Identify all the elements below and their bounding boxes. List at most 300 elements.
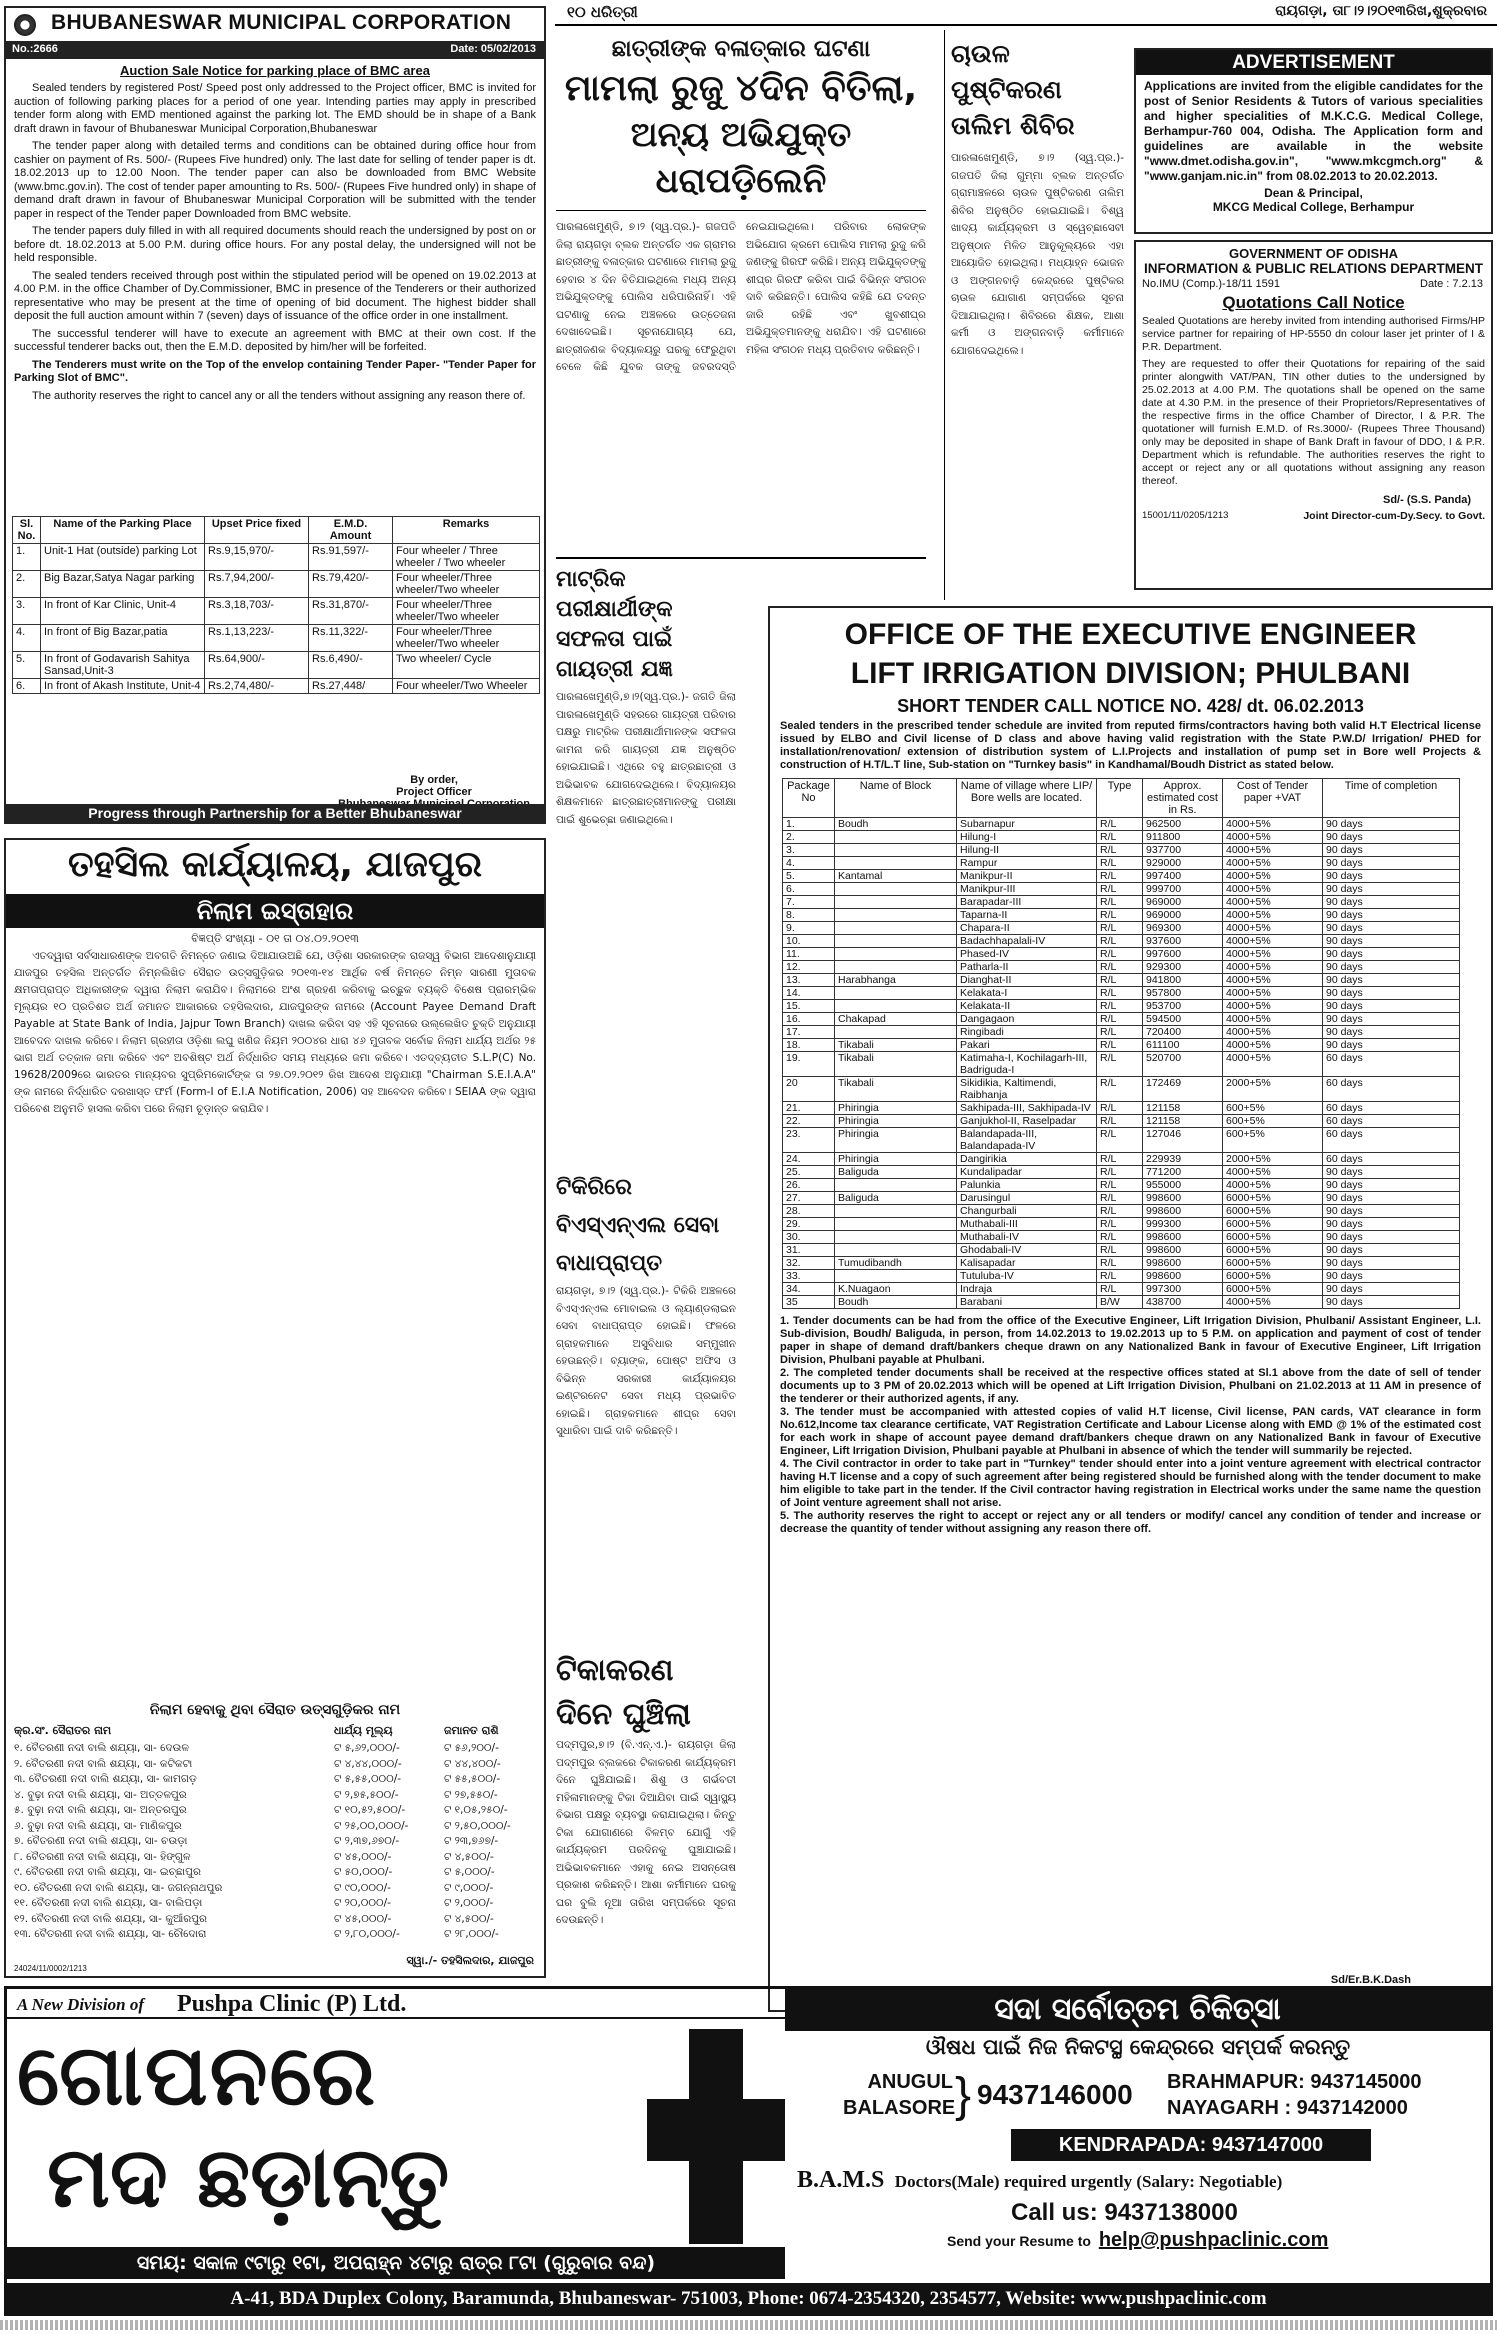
clinic-timing: ସମୟ: ସକାଳ ୯ଟାରୁ ୧ଟା, ଅପରାହ୍ନ ୪ଟାରୁ ରାତ୍ର ୮ଟା (ଗୁରୁବାର ବନ୍ଦ) [7, 2247, 785, 2279]
clinic-call-us: Call us: 9437138000 [1011, 2199, 1238, 2226]
bmc-logo-icon [14, 14, 36, 36]
tahasil-list-cell: ଟ ୯୦,୦୦୦/- [334, 1881, 391, 1894]
ee-table-cell: 34. [783, 1283, 835, 1296]
ee-table-cell: 4000+5% [1223, 1039, 1323, 1052]
news4-headline: ଟିକାକରଣ ଦିନେ ଘୁଞ୍ଚିଲା [556, 1653, 691, 1732]
brace-icon: } [955, 2069, 972, 2122]
ee-table-cell: Sikidikia, Kaltimendi, Raibhanja [957, 1077, 1097, 1102]
ee-table-cell: 90 days [1323, 1205, 1460, 1218]
ee-table-cell [835, 1026, 957, 1039]
ee-table-cell: 4000+5% [1223, 1296, 1323, 1309]
bmc-table-cell: 3. [13, 598, 41, 625]
ee-table-cell: 600+5% [1223, 1128, 1323, 1153]
tahasil-list-cell: ଟ ୫,୫୫,୦୦୦/- [334, 1773, 402, 1785]
ee-table-cell: R/L [1097, 857, 1143, 870]
ee-table-row [783, 1115, 1460, 1128]
tahasil-subtitle: ନିଲାମ ଇସ୍ତାହାର [6, 894, 544, 928]
bmc-table-cell: Four wheeler/Three wheeler/Two wheeler [393, 571, 540, 598]
bmc-sign-1: By order, [410, 774, 458, 786]
bmc-table-row [13, 679, 540, 694]
tahasil-head-emd: ଜମାନତ ରାଶି [444, 1724, 499, 1737]
ee-table-cell: 600+5% [1223, 1102, 1323, 1115]
ee-table-cell: Hilung-II [957, 844, 1097, 857]
ee-table-cell: R/L [1097, 1166, 1143, 1179]
bmc-sign-2: Project Officer [396, 786, 472, 798]
tahasil-list-item [14, 1804, 536, 1820]
tahasil-list-cell: ଟ ୫୫,୫୦୦/- [444, 1773, 501, 1785]
clinic-phone-brahmapur: BRAHMAPUR: 9437145000 [1167, 2071, 1422, 2093]
bmc-table-cell: Rs.91,597/- [309, 544, 393, 571]
ee-table-cell: 998600 [1143, 1205, 1223, 1218]
bmc-para-7: The authority reserves the right to cancel any or all the tenders without assigning any reason there of. [32, 389, 526, 402]
ee-table-cell: Ringibadi [957, 1026, 1097, 1039]
clinic-city-balasore: BALASORE [843, 2097, 956, 2119]
ee-table-cell: 30. [783, 1231, 835, 1244]
ee-table-row [783, 1026, 1460, 1039]
ee-table-cell: 4000+5% [1223, 1013, 1323, 1026]
ee-table-cell: 594500 [1143, 1013, 1223, 1026]
ee-table-cell: R/L [1097, 1218, 1143, 1231]
news2-headline: ମାଟ୍ରିକ ପରୀକ୍ଷାର୍ଥୀଙ୍କ ସଫଳତା ପାଇଁ ଗାୟତ୍ରୀ ଯଜ୍ଞ [556, 567, 673, 682]
ee-table-cell: 90 days [1323, 948, 1460, 961]
ee-table-cell: Phiringia [835, 1128, 957, 1153]
ee-table-cell: 90 days [1323, 1000, 1460, 1013]
tahasil-code: 24024/11/0002/1213 [14, 1964, 87, 1973]
ee-table-cell [835, 896, 957, 909]
medical-cross-icon [647, 2029, 785, 2244]
ee-title-1: OFFICE OF THE EXECUTIVE ENGINEER [844, 618, 1417, 651]
bmc-table-cell: 4. [13, 625, 41, 652]
tahasil-list-cell: ଟ ୫୦,୦୦୦/- [334, 1866, 393, 1878]
clinic-bams: B.A.M.S [797, 2167, 885, 2193]
ee-table-cell: 4000+5% [1223, 909, 1323, 922]
bmc-table-row [13, 571, 540, 598]
tahasil-list-cell: ୧୨. ବୈତରଣୀ ନଦୀ ବାଲି ଶଯ୍ୟା, ସା- କୁଆଁରପୁର [14, 1912, 208, 1925]
ee-table-cell [835, 909, 957, 922]
ee-table-cell: R/L [1097, 1270, 1143, 1283]
ee-title-2: LIFT IRRIGATION DIVISION; PHULBANI [850, 657, 1411, 690]
ee-table-cell: Phiringia [835, 1115, 957, 1128]
ee-table-cell: R/L [1097, 1052, 1143, 1077]
ee-table-cell: 911800 [1143, 831, 1223, 844]
ee-table-cell: Manikpur-II [957, 870, 1097, 883]
ee-table-row [783, 922, 1460, 935]
ee-table-row [783, 909, 1460, 922]
tahasil-list-cell: ୬. ବୁଢ଼ା ନଦୀ ବାଲି ଶଯ୍ୟା, ସା- ମାଣିକପୁର [14, 1819, 182, 1832]
mkcg-title: ADVERTISEMENT [1136, 50, 1491, 75]
ee-table-row [783, 1257, 1460, 1270]
tahasil-list-item [14, 1928, 536, 1944]
ee-table-cell: 998600 [1143, 1244, 1223, 1257]
ipr-para-2: They are requested to offer their Quotations for repairing of the said printer alongwith VAT/PAN, TIN other duties to the undersigned by 25.02.2013 at 4.00 P.M. The quotations shall be opened on the same date at 4.30 P.M. in the presence of their Proprietors/Representatives of the respective firms in the office Chamber of Director, I & P.R. The quotationer will furnish E.M.D. of Rs.3000/- (Rupees Three Thousand) only may be deposited in shape of Bank Draft in favour of DDO, I & P.R. Department which is refundable. The authorities reserves the right to accept or reject any or all quotations without assigning any reason thereof. [1142, 358, 1485, 487]
tahasil-list-item [14, 1913, 536, 1929]
page-number: ୧୦ ଧରିତ୍ରୀ [567, 3, 638, 21]
ipr-para-1: Sealed Quotations are hereby invited from intending authorised Firms/HP service partner for repairing of HP-5550 dn colour laser jet printer of I & P.R. Department. [1142, 315, 1485, 353]
bmc-table-row [13, 598, 540, 625]
ee-table-cell: 33. [783, 1270, 835, 1283]
ee-table-cell: Tikabali [835, 1052, 957, 1077]
ee-table-cell: Darusingul [957, 1192, 1097, 1205]
ee-table-cell: 21. [783, 1102, 835, 1115]
ee-table-cell: Kundalipadar [957, 1166, 1097, 1179]
ee-table-cell: 6000+5% [1223, 1244, 1323, 1257]
ee-table-cell: 998600 [1143, 1257, 1223, 1270]
ee-table-cell: R/L [1097, 831, 1143, 844]
dateline: ରାୟଗଡ଼ା, ତା୮।୨।୨୦୧୩ରିଖ,ଶୁକ୍ରବାର [1275, 3, 1487, 19]
ipr-code: 15001/11/0205/1213 [1142, 510, 1229, 521]
ee-col-type: Type [1097, 779, 1143, 818]
ee-table-cell: 4000+5% [1223, 987, 1323, 1000]
ee-table-row [783, 1192, 1460, 1205]
tahasil-list-cell: ଟ ୧୦,୫୨,୫୦୦/- [334, 1804, 406, 1816]
ee-table-cell: 90 days [1323, 1296, 1460, 1309]
ee-table-cell: 999700 [1143, 883, 1223, 896]
ee-table-cell: Barabani [957, 1296, 1097, 1309]
ee-table-cell: R/L [1097, 1179, 1143, 1192]
mkcg-sign-2: MKCG Medical College, Berhampur [1212, 200, 1415, 214]
ee-table-cell: 90 days [1323, 961, 1460, 974]
ee-table-row [783, 1039, 1460, 1052]
ee-table-cell: 937600 [1143, 935, 1223, 948]
ee-table-cell: Phiringia [835, 1153, 957, 1166]
bmc-col-sl: Sl. No. [13, 517, 41, 544]
ee-table-cell: 90 days [1323, 1166, 1460, 1179]
tahasil-list-cell: ଟ ୨,୭୫,୫୦୦/- [334, 1788, 399, 1801]
ee-table-cell: R/L [1097, 1231, 1143, 1244]
news3-body: ରାୟଗଡ଼ା, ୭।୨ (ସ୍ୱ.ପ୍ର.)- ଟିକିରି ଅଞ୍ଚଳରେ ବିଏସ୍‌ଏନ୍‌ଏଲ ମୋବାଇଲ ଓ ଲ୍ୟାଣ୍ଡଲାଇନ ସେବା ବାଧାପ୍ରାପ୍ତ ହୋଇଛି। ଫଳରେ ଗ୍ରାହକମାନେ ଅସୁବିଧାର ସମ୍ମୁଖୀନ ହେଉଛନ୍ତି। ବ୍ୟାଙ୍କ, ପୋଷ୍ଟ ଅଫିସ ଓ ବିଭିନ୍ନ ସରକାରୀ କାର୍ଯ୍ୟାଳୟର ଇଣ୍ଟରନେଟ ସେବା ମଧ୍ୟ ପ୍ରଭାବିତ ହୋଇଛି। ଗ୍ରାହକମାନେ ଶୀଘ୍ର ସେବା ସୁଧାରିବା ପାଇଁ ଦାବି କରିଛନ୍ତି। [556, 1285, 736, 1437]
ee-table-cell: 1. [783, 818, 835, 831]
bmc-para-2: The tender paper along with detailed terms and conditions can be obtained during office hour from cashier on payment of Rs. 500/- (Rupees Five hundred) only. The last date for selling of tender paper is dt. 18.02.2013 up to 12.00 Noon. The tender paper can also be downloaded from BMC Website (www.bmc.gov.in). The cost of tender paper amounting to Rs. 500/- (Rupees Five hundred only) in shape of demand draft drawn in favour of Bhubaneswar Municipal Corporation will be submitted with the tender paper in respect of the Tender paper Downloaded from BMC website. [14, 140, 536, 220]
news5-headline: ଚାଉଳ ପୁଷ୍ଟିକରଣ ତାଲିମ ଶିବିର [951, 39, 1075, 140]
ee-table-cell: 127046 [1143, 1128, 1223, 1153]
bmc-date: Date: 05/02/2013 [450, 43, 536, 55]
ee-table-cell: 90 days [1323, 1013, 1460, 1026]
bmc-table-row [13, 544, 540, 571]
mkcg-body: Applications are invited from the eligible candidates for the post of Senior Residents & Tutors of various specialities and higher specialities of M.K.C.G. Medical College, Berhampur-760 004, Odisha. The Application form and guidelines are available in the website "www.dmet.odisha.gov.in", "www.mkcgmch.org" & "www.ganjam.nic.in" from 08.02.2013 to 20.02.2013. [1144, 79, 1483, 183]
bmc-col-remarks: Remarks [393, 517, 540, 544]
ee-note-1: 1. Tender documents can be had from the office of the Executive Engineer, Lift Irrigation Division, Phulbani/ Assistant Engineer, L.I. Sub-division, Boudh/ Baliguda, in person, from 14.02.2013 to 19.02.2013 up to 5 P.M. on application and payment of cost of tender paper in shape of demand draft/bankers cheque drawn on any Nationalized Bank in favour of Executive Engineer, Lift Irrigation Division, Phulbani payable at Phulbani. [780, 1315, 1481, 1366]
ee-table-cell [835, 922, 957, 935]
ee-table-cell: R/L [1097, 1000, 1143, 1013]
ee-tender-table [782, 778, 1460, 1309]
ee-table-cell [835, 1205, 957, 1218]
tahasil-list-cell: ୫. ବୁଢ଼ା ନଦୀ ବାଲି ଶଯ୍ୟା, ସା- ଅନ୍ତରପୁର [14, 1804, 187, 1816]
ee-table-cell: 60 days [1323, 1077, 1460, 1102]
ee-table-row [783, 1231, 1460, 1244]
ee-table-cell: 90 days [1323, 1039, 1460, 1052]
ee-table-row [783, 1077, 1460, 1102]
mkcg-advertisement [1134, 48, 1493, 234]
clinic-phone-main: 9437146000 [977, 2079, 1133, 2110]
ee-table-cell: 4000+5% [1223, 1026, 1323, 1039]
clinic-brand-name: Pushpa Clinic (P) Ltd. [177, 1991, 407, 2017]
ee-table-cell: Sakhipada-III, Sakhipada-IV [957, 1102, 1097, 1115]
tahasil-list-item [14, 1866, 536, 1882]
ee-table-cell: 90 days [1323, 1192, 1460, 1205]
ee-sign-1: Sd/Er.B.K.Dash [1330, 1974, 1411, 1986]
ee-table-cell: 4000+5% [1223, 961, 1323, 974]
ee-table-cell: Katimaha-I, Kochilagarh-III, Badriguda-I [957, 1052, 1097, 1077]
ee-table-cell: R/L [1097, 961, 1143, 974]
clinic-big-text-1: ଗୋପନରେ [17, 2026, 378, 2124]
ee-note-5: 5. The authority reserves the right to accept or reject any or all tenders or modify/ cancel any condition of tender and increase or decrease the quantity of tender without assigning any reason there off. [780, 1510, 1481, 1535]
ee-table-cell: R/L [1097, 948, 1143, 961]
ee-table-cell: 31. [783, 1244, 835, 1257]
ipr-subtitle: Quotations Call Notice [1222, 293, 1405, 312]
ee-table-cell: 2000+5% [1223, 1153, 1323, 1166]
news1-headline-1: ମାମଲା ରୁଜୁ ୪ଦିନ ବିତିଲା, [564, 68, 918, 109]
ee-table-cell: 720400 [1143, 1026, 1223, 1039]
clinic-city-anugul: ANUGUL [867, 2071, 953, 2093]
bmc-table-cell: In front of Akash Institute, Unit-4 [41, 679, 205, 694]
ee-table-cell: 957800 [1143, 987, 1223, 1000]
bmc-table-cell: In front of Kar Clinic, Unit-4 [41, 598, 205, 625]
bmc-col-upset: Upset Price fixed [205, 517, 309, 544]
ee-table-cell: Boudh [835, 1296, 957, 1309]
ee-table-cell: 90 days [1323, 857, 1460, 870]
ee-table-cell: 121158 [1143, 1102, 1223, 1115]
tahasil-list-cell: ଟ ୨୦,୦୦୦/- [334, 1897, 391, 1909]
ee-table-cell: 90 days [1323, 818, 1460, 831]
news5-body: ପାରଳାଖେମୁଣ୍ଡି, ୭।୨ (ସ୍ୱ.ପ୍ର.)- ଗଜପତି ଜିଲା ଗୁମ୍ମା ବ୍ଲକ ଅନ୍ତର୍ଗତ ଗ୍ରାମାଞ୍ଚଳରେ ଚାଉଳ ପୁଷ୍ଟିକରଣ ତାଲିମ ଶିବିର ଅନୁଷ୍ଠିତ ହୋଇଯାଇଛି। ବିଶ୍ୱ ଖାଦ୍ୟ କାର୍ଯ୍ୟକ୍ରମ ଓ ସ୍ୱେଚ୍ଛାସେବୀ ଅନୁଷ୍ଠାନ ମିଳିତ ଆନୁକୂଲ୍ୟରେ ଏହା ଆୟୋଜିତ ହୋଇଥିଲା। ମଧ୍ୟାହ୍ନ ଭୋଜନ ଓ ଅଙ୍ଗନବାଡ଼ି କେନ୍ଦ୍ରରେ ପୁଷ୍ଟିକର ଚାଉଳ ଯୋଗାଣ ସମ୍ପର୍କରେ ସୂଚନା ଦିଆଯାଇଥିଲା। ଶିବିରରେ ଶିକ୍ଷକ, ଆଶା କର୍ମୀ ଓ ଅଙ୍ଗନବାଡ଼ି କର୍ମୀମାନେ ଯୋଗଦେଇଥିଲେ। [951, 152, 1124, 357]
bmc-para-1: Sealed tenders by registered Post/ Speed post only addressed to the Project officer, BMC is invited for auction of following parking places for a period of one year. Intending parties may apply in prescribed tender form along with EMD mentioned against the parking lot. The EMD should be in shape of a Bank draft drawn in favour of Bhubaneswar Municipal Corporation,Bhubaneswar [14, 82, 536, 135]
ee-table-cell [835, 1231, 957, 1244]
ee-table-cell: 3. [783, 844, 835, 857]
ee-table-cell: 6000+5% [1223, 1218, 1323, 1231]
tahasil-list-cell: ୧୩. ବୈତରଣୀ ନଦୀ ବାଲି ଶଯ୍ୟା, ସା- ଚୌଦୋରା [14, 1928, 207, 1940]
ee-table-cell: 998600 [1143, 1270, 1223, 1283]
ee-table-cell [835, 961, 957, 974]
tahasil-list-cell: ଟ ୫,୬୨,୦୦୦/- [334, 1742, 400, 1754]
tahasil-list-cell: ଟ ୨୮,୦୦୦/- [444, 1928, 499, 1940]
ee-table-cell: 25. [783, 1166, 835, 1179]
ee-table-cell: 4000+5% [1223, 1166, 1323, 1179]
bmc-table-cell: 6. [13, 679, 41, 694]
ee-table-cell: 229939 [1143, 1153, 1223, 1166]
ee-table-cell: 32. [783, 1257, 835, 1270]
ee-table-cell: Harabhanga [835, 974, 957, 987]
ee-col-package: Package No [783, 779, 835, 818]
clinic-email-link[interactable]: help@pushpaclinic.com [1098, 2229, 1329, 2251]
ee-table-cell: 60 days [1323, 1052, 1460, 1077]
ee-table-cell: 6000+5% [1223, 1257, 1323, 1270]
ee-table-cell: Taparna-II [957, 909, 1097, 922]
ee-table-cell: Changurbali [957, 1205, 1097, 1218]
ee-table-cell: 10. [783, 935, 835, 948]
ee-table-cell: 8. [783, 909, 835, 922]
ee-table-cell: 997600 [1143, 948, 1223, 961]
news1-kicker: ଛାତ୍ରୀଙ୍କ ବଳାତ୍କାର ଘଟଣା [611, 36, 871, 62]
ee-table-cell: 20 [783, 1077, 835, 1102]
ee-table-cell: R/L [1097, 818, 1143, 831]
ee-table-cell: 929000 [1143, 857, 1223, 870]
bmc-number: No.:2666 [12, 43, 58, 55]
ee-table-row [783, 1166, 1460, 1179]
ee-table-cell: 6. [783, 883, 835, 896]
ee-table-cell: 771200 [1143, 1166, 1223, 1179]
ipr-quotation-ad [1134, 240, 1493, 590]
ee-table-cell: 29. [783, 1218, 835, 1231]
ee-table-cell: R/L [1097, 1026, 1143, 1039]
tahasil-body: ଏତଦ୍ୱାରା ସର୍ବସାଧାରଣଙ୍କ ଅବଗତି ନିମନ୍ତେ ଜଣାଇ ଦିଆଯାଉଅଛି ଯେ, ଓଡ଼ିଶା ସରକାରଙ୍କ ରାଜସ୍ୱ ବିଭାଗ ଆଦେଶାନୁଯାୟୀ ଯାଜପୁର ତହସିଲ ଅନ୍ତର୍ଗତ ନିମ୍ନଲିଖିତ ସୈରାତ ଉତ୍ସଗୁଡ଼ିକର ୨୦୧୩-୧୪ ଆର୍ଥିକ ବର୍ଷ ନିମନ୍ତେ ନିମ୍ନ ସାରଣୀ ମୁତାବକ କ୍ଷମତାପ୍ରାପ୍ତ ଅଧିକାରୀଙ୍କ ଦ୍ୱାରା ନିଲାମ କରାଯିବ। ନିଲାମରେ ଅଂଶ ଗ୍ରହଣ କରିବାକୁ ଇଚ୍ଛୁକ ବ୍ୟକ୍ତି ବିଶେଷ ପ୍ରାରମ୍ଭିକ ମୂଲ୍ୟର ୧୦ ପ୍ରତିଶତ ଅର୍ଥ ଜମାନତ ଆକାରରେ ତହସିଲଦାର, ଯାଜପୁରଙ୍କ ନାମରେ (Account Payee Demand Draft Payable at State Bank of India, Jajpur Town Branch) ଦାଖଲ କରିବା ସହ ଏହି ସୂଚନାରେ ଉଲ୍ଲେଖିତ ଚୁକ୍ତି ଅନୁଯାୟୀ ଆବେଦନ ଦାଖଲ କରିବେ। ନିଲାମ ଗ୍ରହୀତା ଓଡ଼ିଶା ଲଘୁ ଖଣିଜ ନିୟମ ୨୦୦୪ର ଧାରା ୪୬ ମୁତାବକ ସର୍ବୋଚ୍ଚ ନିଲାମ ଧାର୍ଯ୍ୟ ଅର୍ଥର ୨୫ ଭାଗ ଅର୍ଥ ତତ୍କାଳ ଜମା କରିବେ ଏବଂ ଅବଶିଷ୍ଟ ଅର୍ଥ ନିର୍ଦ୍ଧାରିତ ସମୟ ମଧ୍ୟରେ ଜମା କରିବେ। ଏତଦ୍‌ବ୍ୟତୀତ S.L.P(C) No. 19628/2009ରେ ଭାରତର ମାନ୍ୟବର ସୁପ୍ରିମକୋର୍ଟଙ୍କ ତା ୨୭.୦୨.୨୦୧୨ ରିଖ ଆଦେଶ ଅନୁଯାୟୀ "Chairman S.E.I.A.A" ଙ୍କ ନାମରେ ନିର୍ଦ୍ଧାରିତ ଦରଖାସ୍ତ ଫର୍ମ (Form-I of E.I.A Notification, 2006) ସହ ଆବେଦନ କରିବେ। SEIAA ଙ୍କ ଦ୍ୱାରା ପରିବେଶ ଅନୁମତି ହାସଲ କରିବା ପରେ ନିଲାମ ଚୂଡ଼ାନ୍ତ କରାଯିବ। [14, 950, 536, 1115]
ee-table-cell: Palunkia [957, 1179, 1097, 1192]
ee-note-2: 2. The completed tender documents shall be received at the respective offices stated at Sl.1 above from the date of sell of tender documents up to 3 PM of 20.02.2013 which will be opened at Lift Irrigation Division, Phulbani on 21.02.2013 at 11 AM in presence of the tenderer or their authorized agents, if any. [780, 1367, 1481, 1405]
ee-table-cell: R/L [1097, 896, 1143, 909]
ee-table-cell: Pakari [957, 1039, 1097, 1052]
ee-table-cell: R/L [1097, 1244, 1143, 1257]
ee-table-cell: Barapadar-III [957, 896, 1097, 909]
ee-table-cell: 969300 [1143, 922, 1223, 935]
ee-table-cell: 2000+5% [1223, 1077, 1323, 1102]
bmc-table-cell: Rs.9,15,970/- [205, 544, 309, 571]
bmc-footer: Progress through Partnership for a Better Bhubaneswar [6, 804, 544, 822]
news3-headline: ଟିକିରିରେ ବିଏସ୍‌ଏନ୍‌ଏଲ ସେବା ବାଧାପ୍ରାପ୍ତ [556, 1175, 720, 1276]
bmc-table-cell: Rs.27,448/ [309, 679, 393, 694]
tahasil-list-cell: ଟ ୨୩,୭୬୭/- [444, 1835, 499, 1847]
ee-table-cell: 90 days [1323, 1231, 1460, 1244]
ee-table-row [783, 883, 1460, 896]
ee-table-cell: 6000+5% [1223, 1231, 1323, 1244]
bmc-table-cell: Four wheeler/Three wheeler/Two wheeler [393, 598, 540, 625]
bmc-table-cell: Four wheeler / Three wheeler / Two wheeler [393, 544, 540, 571]
bmc-table-cell: In front of Godavarish Sahitya Sansad,Unit-3 [41, 652, 205, 679]
news4-body: ପଦ୍ମପୁର,୭।୨ (ବି.ଏନ୍.ଏ.)- ରାୟଗଡ଼ା ଜିଲା ପଦ୍ମପୁର ବ୍ଲକରେ ଟିକାକରଣ କାର୍ଯ୍ୟକ୍ରମ ଦିନେ ଘୁଞ୍ଚିଯାଇଛି। ଶିଶୁ ଓ ଗର୍ଭବତୀ ମହିଳାମାନଙ୍କୁ ଟିକା ଦିଆଯିବା ପାଇଁ ସ୍ୱାସ୍ଥ୍ୟ ବିଭାଗ ପକ୍ଷରୁ ବ୍ୟବସ୍ଥା କରାଯାଇଥିଲା। କିନ୍ତୁ ଟିକା ଯୋଗାଣରେ ବିଳମ୍ବ ଯୋଗୁଁ ଏହି କାର୍ଯ୍ୟକ୍ରମ ପରଦିନକୁ ଘୁଞ୍ଚାଯାଇଛି। ଅଭିଭାବକମାନେ ଏହାକୁ ନେଇ ଅସନ୍ତୋଷ ପ୍ରକାଶ କରିଛନ୍ତି। ଆଶା କର୍ମୀମାନେ ଘରକୁ ଘର ବୁଲି ନୂଆ ତାରିଖ ସମ୍ପର୍କରେ ସୂଚନା ଦେଉଛନ୍ତି। [556, 1739, 736, 1926]
ee-table-cell: 90 days [1323, 1283, 1460, 1296]
tahasil-list-cell: ଟ ୨,୦୦୦/- [444, 1897, 494, 1909]
ee-table-cell: 19. [783, 1052, 835, 1077]
ee-table-cell: Phased-IV [957, 948, 1097, 961]
tahasil-list-cell: ଟ ୨୭,୫୫୦/- [444, 1788, 498, 1801]
page-fold-marks [0, 2320, 1497, 2330]
ee-table-cell: R/L [1097, 1115, 1143, 1128]
ee-table-cell: Rampur [957, 857, 1097, 870]
tahasil-list-cell: ଟ ୪୪,୪୦୦/- [444, 1757, 501, 1770]
ee-col-time: Time of completion [1323, 779, 1460, 818]
ee-table-cell: Dangagaon [957, 1013, 1097, 1026]
ee-table-cell: R/L [1097, 1153, 1143, 1166]
ee-table-cell [835, 987, 957, 1000]
ee-table-cell: R/L [1097, 883, 1143, 896]
tahasil-list-cell: ୮. ବୈତରଣୀ ନଦୀ ବାଲି ଶଯ୍ୟା, ସା- ହିଙ୍ଗୁଳ [14, 1850, 191, 1863]
ee-table-cell: 997300 [1143, 1283, 1223, 1296]
ee-table-cell: R/L [1097, 844, 1143, 857]
ee-table-row [783, 1179, 1460, 1192]
ee-table-cell: 12. [783, 961, 835, 974]
ee-table-cell: Baliguda [835, 1166, 957, 1179]
ipr-title-1: GOVERNMENT OF ODISHA [1228, 246, 1398, 261]
clinic-phone-kendrapada: KENDRAPADA: 9437147000 [1011, 2129, 1371, 2161]
bmc-table-cell: Rs.3,18,703/- [205, 598, 309, 625]
ee-table-cell [835, 844, 957, 857]
ee-table-cell: R/L [1097, 1013, 1143, 1026]
ee-table-cell: Kelakata-II [957, 1000, 1097, 1013]
bmc-table-row [13, 652, 540, 679]
ee-table-cell: 90 days [1323, 844, 1460, 857]
tahasil-list-item [14, 1773, 536, 1789]
tahasil-list-cell: ଟ ୪,୪୪,୦୦୦/- [334, 1757, 402, 1770]
ee-table-cell [835, 1179, 957, 1192]
news1-body: ପାରଳାଖେମୁଣ୍ଡି, ୭।୨ (ସ୍ୱ.ପ୍ର.)- ଗଜପତି ଜିଲା ରାୟଗଡ଼ା ବ୍ଲକ ଅନ୍ତର୍ଗତ ଏକ ଗ୍ରାମର ଛାତ୍ରୀଙ୍କୁ ବଳାତ୍କାର ଘଟଣାରେ ମାମଲା ରୁଜୁ ହେବାର ୪ ଦିନ ବିତିଯାଇଥିଲେ ମଧ୍ୟ ଅନ୍ୟ ଅଭିଯୁକ୍ତଙ୍କୁ ପୋଲିସ ଧରିପାରିନାହିଁ। ଏହି ଘଟଣାକୁ ନେଇ ଅଞ୍ଚଳରେ ଉତ୍ତେଜନା ଦେଖାଦେଇଛି। ସୂଚନାଯୋଗ୍ୟ ଯେ, ଛାତ୍ରୀଜଣକ ବିଦ୍ୟାଳୟରୁ ଘରକୁ ଫେରୁଥିବା ବେଳେ କିଛି ଯୁବକ ତାଙ୍କୁ ଜବରଦସ୍ତି ନେଇଯାଇଥିଲେ। ପରିବାର ଲୋକଙ୍କ ଅଭିଯୋଗ କ୍ରମେ ପୋଲିସ ମାମଲା ରୁଜୁ କରି ଜଣଙ୍କୁ ଗିରଫ କରିଛି। ଅନ୍ୟ ଅଭିଯୁକ୍ତଙ୍କୁ ଶୀଘ୍ର ଗିରଫ କରିବା ପାଇଁ ବିଭିନ୍ନ ସଂଗଠନ ଦାବି କରିଛନ୍ତି। ପୋଲିସ କହିଛି ଯେ ତଦନ୍ତ ଜାରି ରହିଛି ଏବଂ ଖୁବଶୀଘ୍ର ଅଭିଯୁକ୍ତମାନଙ୍କୁ ଧରାଯିବ। ଏହି ଘଟଣାରେ ମହିଳା ସଂଗଠନ ମଧ୍ୟ ପ୍ରତିବାଦ କରିଛନ୍ତି। [556, 221, 926, 373]
ee-table-cell: 17. [783, 1026, 835, 1039]
ee-table-cell: Tumudibandh [835, 1257, 957, 1270]
ee-table-row [783, 948, 1460, 961]
bmc-table-cell: Unit-1 Hat (outside) parking Lot [41, 544, 205, 571]
ee-table-cell: K.Nuagaon [835, 1283, 957, 1296]
ee-table-cell: Subarnapur [957, 818, 1097, 831]
clinic-address: A-41, BDA Duplex Colony, Baramunda, Bhubaneswar- 751003, Phone: 0674-2354320, 2354577, Website: www.pushpaclinic.com [7, 2281, 1490, 2313]
ee-table-cell: 941800 [1143, 974, 1223, 987]
ee-table-cell: 16. [783, 1013, 835, 1026]
bmc-table-cell: In front of Big Bazar,patia [41, 625, 205, 652]
ee-table-cell: 90 days [1323, 1270, 1460, 1283]
ee-table-cell: 2. [783, 831, 835, 844]
ee-table-cell: R/L [1097, 1257, 1143, 1270]
ee-table-cell: 955000 [1143, 1179, 1223, 1192]
tahasil-list-item [14, 1897, 536, 1913]
ee-table-row [783, 1000, 1460, 1013]
tahasil-list-cell: ୯. ବୈତରଣୀ ନଦୀ ବାଲି ଶଯ୍ୟା, ସା- ଇଚ୍ଛାପୁର [14, 1866, 201, 1878]
ee-table-cell: 4000+5% [1223, 831, 1323, 844]
ee-table-row [783, 1205, 1460, 1218]
ee-table-cell: 611100 [1143, 1039, 1223, 1052]
tahasil-title: ତହସିଲ କାର୍ଯ୍ୟାଳୟ, ଯାଜପୁର [67, 844, 483, 885]
bmc-table-cell: Rs.31,870/- [309, 598, 393, 625]
ee-table-cell: R/L [1097, 1102, 1143, 1115]
bmc-table-cell: Rs.64,900/- [205, 652, 309, 679]
ee-table-cell: R/L [1097, 922, 1143, 935]
ee-table-cell: 4000+5% [1223, 857, 1323, 870]
ee-table-cell: R/L [1097, 1039, 1143, 1052]
ee-col-tender: Cost of Tender paper +VAT [1223, 779, 1323, 818]
ee-table-cell: Badachhapalali-IV [957, 935, 1097, 948]
ee-table-cell: 6000+5% [1223, 1283, 1323, 1296]
ee-table-cell: R/L [1097, 1205, 1143, 1218]
ee-table-cell: Balandapada-III, Balandapada-IV [957, 1128, 1097, 1153]
tahasil-head-name: କ୍ର.ସଂ. ସୈରାତର ନାମ [14, 1724, 112, 1737]
tahasil-list-item [14, 1758, 536, 1774]
ee-table-cell: R/L [1097, 1077, 1143, 1102]
tahasil-list-cell: ୩. ବୈତରଣୀ ନଦୀ ବାଲି ଶଯ୍ୟା, ସା- କାମଗଡ଼ [14, 1773, 197, 1785]
ipr-title-2: INFORMATION & PUBLIC RELATIONS DEPARTMENT [1144, 261, 1483, 276]
ee-table-row [783, 1244, 1460, 1257]
tahasil-ref: ବିଜ୍ଞପ୍ତି ସଂଖ୍ୟା - ୦୧ ତା ୦୪.୦୨.୨୦୧୩ [191, 932, 359, 945]
ee-table-cell: Kelakata-I [957, 987, 1097, 1000]
pushpa-clinic-ad [4, 1986, 1493, 2316]
ee-col-block: Name of Block [835, 779, 957, 818]
bmc-auction-ad [4, 6, 546, 824]
tahasil-sign: ସ୍ୱା./- ତହସିଲଦାର, ଯାଜପୁର [406, 1954, 534, 1967]
ee-table-cell [835, 831, 957, 844]
ee-table-row [783, 1296, 1460, 1309]
clinic-phone-nayagarh: NAYAGARH : 9437142000 [1167, 2097, 1408, 2119]
ee-table-cell: 4000+5% [1223, 1052, 1323, 1077]
tahasil-list-item [14, 1882, 536, 1898]
tahasil-auction-ad [4, 838, 546, 1978]
ee-table-cell: Muthabali-III [957, 1218, 1097, 1231]
ee-table-row [783, 1218, 1460, 1231]
bmc-para-6: The Tenderers must write on the Top of the envelop containing Tender Paper- "Tender Paper for Parking Slot of BMC". [14, 358, 536, 384]
ee-table-cell: 438700 [1143, 1296, 1223, 1309]
ee-table-cell: 929300 [1143, 961, 1223, 974]
ee-table-cell: 4000+5% [1223, 818, 1323, 831]
clinic-bams-detail: Doctors(Male) required urgently (Salary: Negotiable) [894, 2172, 1283, 2191]
bmc-table-row [13, 625, 540, 652]
ee-table-cell: 600+5% [1223, 1115, 1323, 1128]
tahasil-list-cell: ଟ ୪୫,୦୦୦/- [334, 1912, 392, 1925]
bmc-para-4: The sealed tenders received through post within the stipulated period will be opened on 19.02.2013 at 4.00 P.M. in the office Chamber of Dy.Commissioner, BMC in presence of the Tenderers or their authorized representative who may be present at the time of opening of bid document. The highest bidder shall deposit the full auction amount within 7 (seven) days of issuance of the office order in one installment. [14, 269, 536, 322]
tahasil-list-cell: ଟ ୧,୦୫,୨୫୦/- [444, 1804, 508, 1816]
mkcg-sign-1: Dean & Principal, [1264, 186, 1363, 200]
